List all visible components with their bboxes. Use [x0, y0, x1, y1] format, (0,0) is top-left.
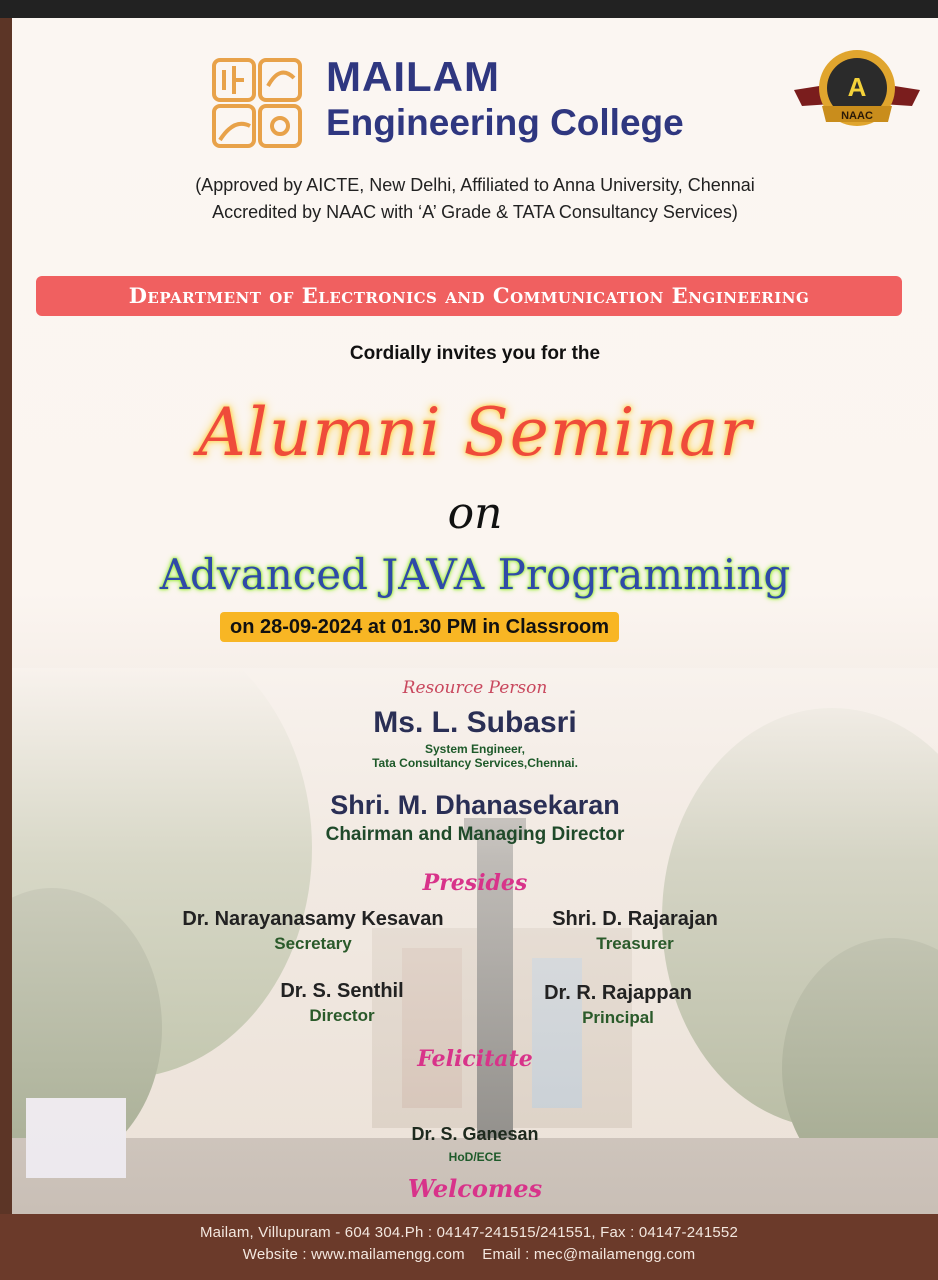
officer-principal	[518, 982, 718, 1028]
officer-name: Dr. Narayanasamy Kesavan	[182, 908, 444, 930]
resource-person-name: Ms. L. Subasri	[373, 706, 577, 739]
college-name-line2: Engineering College	[326, 102, 684, 143]
event-title: Alumni Seminar	[198, 394, 752, 471]
presides-label: Presides	[422, 870, 528, 896]
naac-grade: A	[847, 72, 867, 102]
resource-role-line2: Tata Consultancy Services,Chennai.	[372, 756, 578, 770]
officer-role: Secretary	[274, 934, 352, 953]
officer-role: Director	[309, 1006, 375, 1025]
officer-role: Treasurer	[596, 934, 674, 953]
welcomes-label: Welcomes	[407, 1174, 543, 1203]
officer-role: Principal	[582, 1008, 654, 1027]
top-border	[0, 0, 938, 18]
officer-name: Shri. D. Rajarajan	[552, 908, 718, 930]
felicitate-label: Felicitate	[417, 1046, 533, 1072]
officer-secretary	[138, 908, 488, 954]
presiding-role: Chairman and Managing Director	[325, 824, 625, 845]
approval-line2: Accredited by NAAC with ‘A’ Grade & TATA Consultancy Services)	[212, 202, 738, 222]
department-banner: Department of Electronics and Communication Engineering	[36, 276, 902, 316]
officer-name: Dr. S. Senthil	[280, 980, 404, 1002]
event-connector: on	[447, 488, 503, 539]
officer-treasurer	[520, 908, 750, 954]
contact-footer	[0, 1214, 938, 1280]
invitation-poster	[12, 18, 938, 1214]
presiding-name: Shri. M. Dhanasekaran	[330, 790, 620, 820]
approval-line1: (Approved by AICTE, New Delhi, Affiliated to Anna University, Chennai	[195, 175, 755, 195]
resource-role-line1: System Engineer,	[424, 742, 526, 756]
officer-director	[242, 980, 442, 1026]
footer-web-email: Website : www.mailamengg.com Email : mec@mailamengg.com	[242, 1246, 696, 1263]
naac-label: NAAC	[841, 110, 873, 122]
invite-text: Cordially invites you for the	[349, 343, 601, 364]
event-date-time: on 28-09-2024 at 01.30 PM in Classroom	[220, 612, 619, 642]
college-logo	[210, 56, 304, 150]
welcome-role: HoD/ECE	[448, 1150, 502, 1164]
officer-name: Dr. R. Rajappan	[544, 982, 692, 1004]
college-name	[326, 53, 684, 143]
welcome-name: Dr. S. Ganesan	[411, 1124, 539, 1144]
naac-badge-icon	[792, 44, 922, 134]
college-name-line1: MAILAM	[326, 53, 500, 100]
event-topic: Advanced JAVA Programming	[159, 550, 791, 599]
footer-address: Mailam, Villupuram - 604 304.Ph : 04147-241515/241551, Fax : 04147-241552	[199, 1224, 739, 1241]
resource-person-label: Resource Person	[402, 678, 548, 698]
